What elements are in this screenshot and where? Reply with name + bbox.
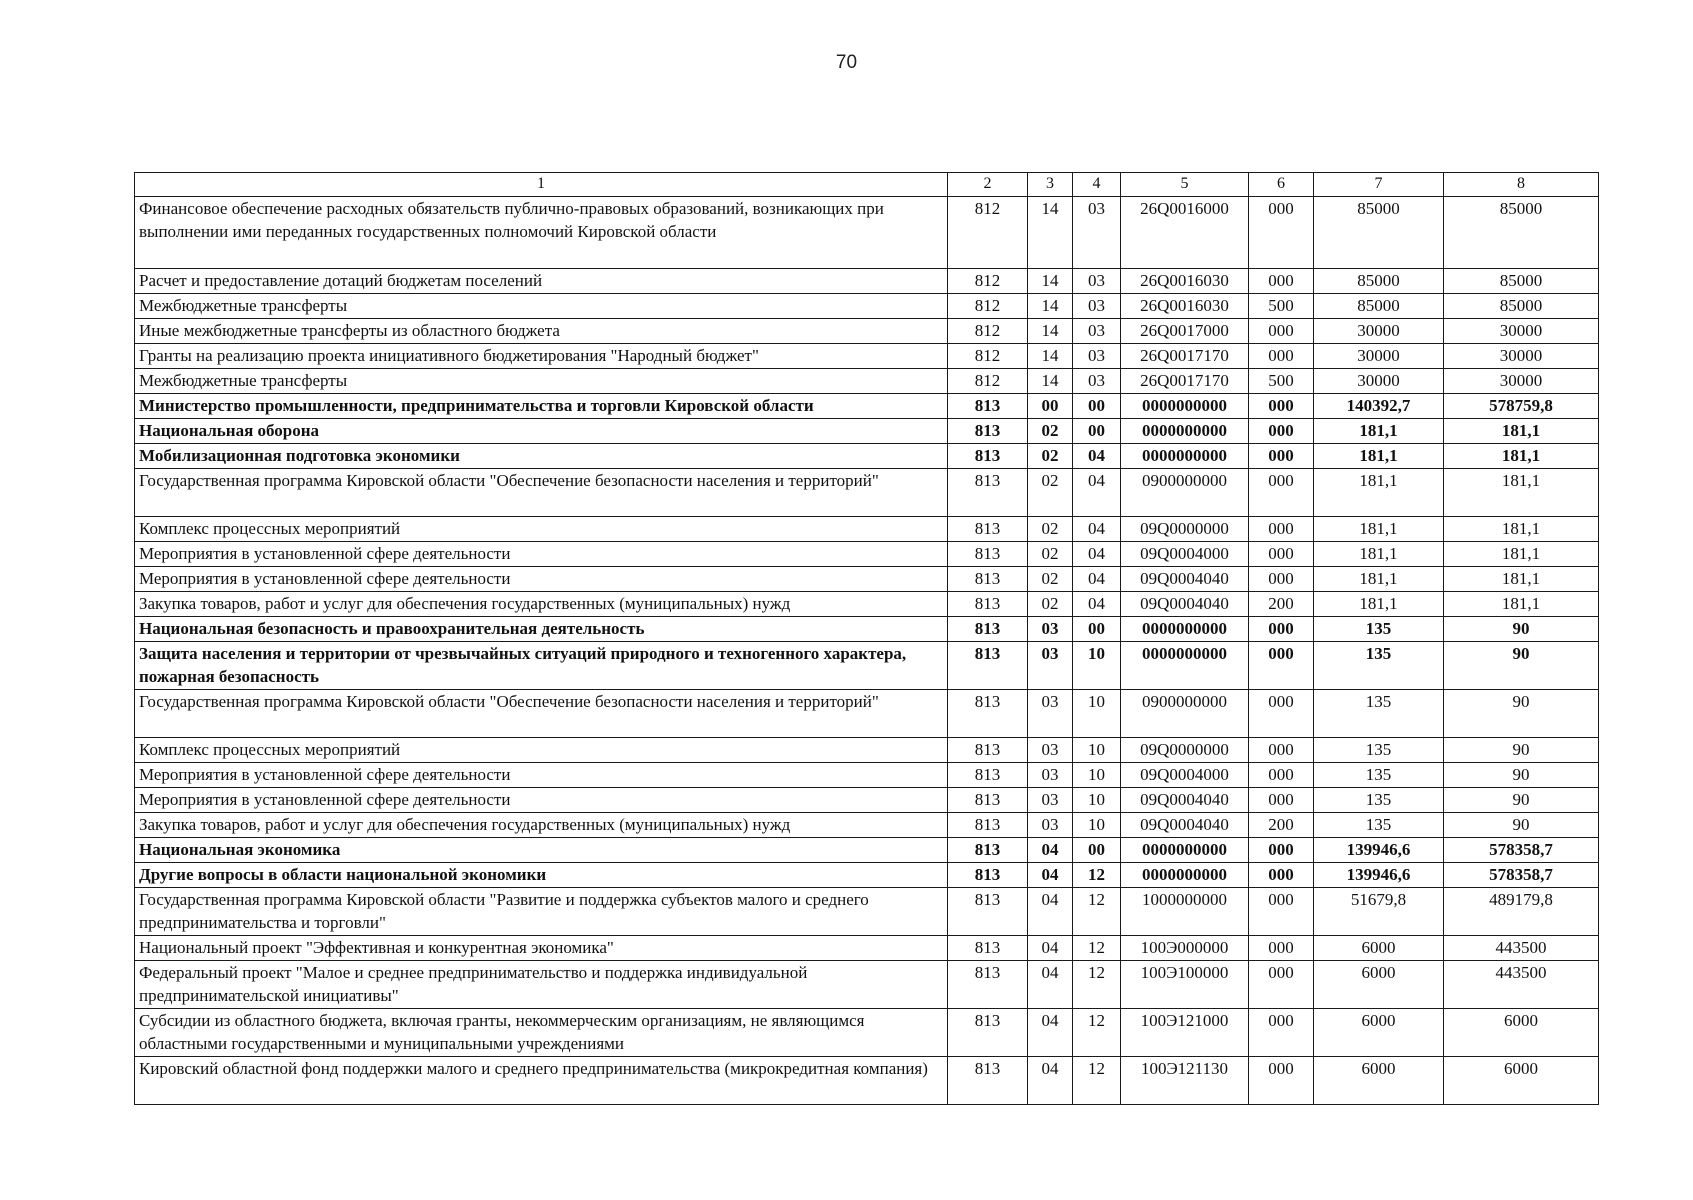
target-article-cell: 0000000000 [1121,444,1249,469]
amount-cell-year1: 140392,7 [1314,394,1444,419]
code-cell: 813 [948,394,1028,419]
table-row [135,344,1599,369]
amount-cell-year2: 30000 [1444,344,1599,369]
amount-cell-year1: 139946,6 [1314,838,1444,863]
row-name-cell: Комплекс процессных мероприятий [135,517,948,542]
target-article-cell: 09Q0004000 [1121,763,1249,788]
table-row [135,369,1599,394]
target-article-cell: 26Q0017170 [1121,344,1249,369]
expense-type-cell: 000 [1249,567,1314,592]
section-cell: 03 [1028,642,1073,690]
section-cell: 03 [1028,738,1073,763]
code-cell: 813 [948,567,1028,592]
code-cell: 813 [948,592,1028,617]
table-row [135,319,1599,344]
expense-type-cell: 000 [1249,419,1314,444]
row-name-cell: Расчет и предоставление дотаций бюджетам поселений [135,269,948,294]
section-cell: 04 [1028,888,1073,936]
amount-cell-year2: 85000 [1444,197,1599,269]
table-body [135,197,1599,1105]
expense-type-cell: 200 [1249,813,1314,838]
section-cell: 04 [1028,936,1073,961]
expense-type-cell: 500 [1249,369,1314,394]
section-cell: 14 [1028,197,1073,269]
code-cell: 813 [948,1057,1028,1105]
table-row [135,888,1599,936]
subsection-cell: 10 [1073,813,1121,838]
amount-cell-year2: 6000 [1444,1057,1599,1105]
expense-type-cell: 000 [1249,738,1314,763]
section-cell: 04 [1028,961,1073,1009]
row-name-cell: Комплекс процессных мероприятий [135,738,948,763]
code-cell: 813 [948,542,1028,567]
code-cell: 813 [948,690,1028,738]
row-name-cell: Государственная программа Кировской области "Обеспечение безопасности населения и территорий" [135,690,948,738]
section-cell: 02 [1028,592,1073,617]
amount-cell-year1: 135 [1314,642,1444,690]
amount-cell-year1: 135 [1314,617,1444,642]
section-cell: 14 [1028,369,1073,394]
target-article-cell: 100Э121000 [1121,1009,1249,1057]
subsection-cell: 12 [1073,961,1121,1009]
row-name-cell: Гранты на реализацию проекта инициативного бюджетирования "Народный бюджет" [135,344,948,369]
target-article-cell: 09Q0004040 [1121,813,1249,838]
expense-type-cell: 000 [1249,469,1314,517]
target-article-cell: 09Q0004000 [1121,542,1249,567]
code-cell: 813 [948,419,1028,444]
table-row [135,788,1599,813]
code-cell: 813 [948,469,1028,517]
amount-cell-year1: 181,1 [1314,469,1444,517]
amount-cell-year1: 135 [1314,813,1444,838]
row-name-cell: Национальная безопасность и правоохранительная деятельность [135,617,948,642]
subsection-cell: 03 [1073,344,1121,369]
row-name-cell: Мероприятия в установленной сфере деятельности [135,542,948,567]
amount-cell-year1: 30000 [1314,369,1444,394]
target-article-cell: 100Э100000 [1121,961,1249,1009]
section-cell: 14 [1028,294,1073,319]
subsection-cell: 03 [1073,294,1121,319]
expense-type-cell: 200 [1249,592,1314,617]
expense-type-cell: 000 [1249,690,1314,738]
amount-cell-year2: 181,1 [1444,444,1599,469]
expense-type-cell: 000 [1249,197,1314,269]
table-row [135,444,1599,469]
row-name-cell: Закупка товаров, работ и услуг для обеспечения государственных (муниципальных) нужд [135,813,948,838]
amount-cell-year1: 139946,6 [1314,863,1444,888]
table-row [135,936,1599,961]
amount-cell-year1: 6000 [1314,961,1444,1009]
table-row [135,542,1599,567]
code-cell: 813 [948,617,1028,642]
amount-cell-year1: 51679,8 [1314,888,1444,936]
amount-cell-year1: 85000 [1314,197,1444,269]
amount-cell-year1: 135 [1314,788,1444,813]
row-name-cell: Другие вопросы в области национальной экономики [135,863,948,888]
row-name-cell: Межбюджетные трансферты [135,369,948,394]
expense-type-cell: 000 [1249,344,1314,369]
expense-type-cell: 000 [1249,888,1314,936]
section-cell: 04 [1028,838,1073,863]
expense-type-cell: 000 [1249,1057,1314,1105]
header-cell: 8 [1444,173,1599,197]
subsection-cell: 12 [1073,888,1121,936]
target-article-cell: 09Q0004040 [1121,592,1249,617]
expense-type-cell: 000 [1249,269,1314,294]
expense-type-cell: 000 [1249,863,1314,888]
amount-cell-year1: 181,1 [1314,419,1444,444]
table-row [135,469,1599,517]
section-cell: 03 [1028,763,1073,788]
amount-cell-year2: 90 [1444,763,1599,788]
row-name-cell: Федеральный проект "Малое и среднее предпринимательство и поддержка индивидуальной предпринимательской инициативы" [135,961,948,1009]
amount-cell-year1: 30000 [1314,319,1444,344]
amount-cell-year2: 30000 [1444,319,1599,344]
table-row [135,642,1599,690]
table-row [135,1009,1599,1057]
subsection-cell: 00 [1073,838,1121,863]
section-cell: 03 [1028,690,1073,738]
amount-cell-year1: 181,1 [1314,444,1444,469]
code-cell: 812 [948,269,1028,294]
table-row [135,863,1599,888]
amount-cell-year2: 85000 [1444,269,1599,294]
table-row [135,763,1599,788]
amount-cell-year1: 6000 [1314,936,1444,961]
target-article-cell: 0900000000 [1121,469,1249,517]
amount-cell-year1: 181,1 [1314,542,1444,567]
expense-type-cell: 000 [1249,542,1314,567]
section-cell: 03 [1028,788,1073,813]
code-cell: 812 [948,294,1028,319]
section-cell: 03 [1028,813,1073,838]
amount-cell-year2: 578358,7 [1444,838,1599,863]
target-article-cell: 0900000000 [1121,690,1249,738]
table-row [135,961,1599,1009]
section-cell: 02 [1028,517,1073,542]
budget-table [134,172,1599,1105]
header-cell: 1 [135,173,948,197]
row-name-cell: Мероприятия в установленной сфере деятельности [135,788,948,813]
amount-cell-year2: 181,1 [1444,517,1599,542]
code-cell: 813 [948,788,1028,813]
header-cell: 3 [1028,173,1073,197]
code-cell: 813 [948,763,1028,788]
expense-type-cell: 000 [1249,617,1314,642]
amount-cell-year2: 181,1 [1444,469,1599,517]
code-cell: 812 [948,344,1028,369]
row-name-cell: Национальная экономика [135,838,948,863]
amount-cell-year1: 30000 [1314,344,1444,369]
amount-cell-year2: 90 [1444,788,1599,813]
row-name-cell: Защита населения и территории от чрезвычайных ситуаций природного и техногенного характера, пожарная безопасность [135,642,948,690]
table-row [135,419,1599,444]
amount-cell-year2: 90 [1444,738,1599,763]
row-name-cell: Мобилизационная подготовка экономики [135,444,948,469]
table-row [135,838,1599,863]
row-name-cell: Национальный проект "Эффективная и конкурентная экономика" [135,936,948,961]
amount-cell-year2: 489179,8 [1444,888,1599,936]
row-name-cell: Иные межбюджетные трансферты из областного бюджета [135,319,948,344]
expense-type-cell: 000 [1249,1009,1314,1057]
amount-cell-year1: 135 [1314,690,1444,738]
amount-cell-year1: 181,1 [1314,567,1444,592]
table-row [135,567,1599,592]
subsection-cell: 04 [1073,542,1121,567]
target-article-cell: 26Q0017170 [1121,369,1249,394]
subsection-cell: 00 [1073,394,1121,419]
expense-type-cell: 000 [1249,936,1314,961]
table-row [135,294,1599,319]
code-cell: 813 [948,517,1028,542]
amount-cell-year1: 85000 [1314,294,1444,319]
section-cell: 14 [1028,344,1073,369]
amount-cell-year2: 181,1 [1444,419,1599,444]
table-row [135,517,1599,542]
section-cell: 14 [1028,269,1073,294]
amount-cell-year1: 6000 [1314,1057,1444,1105]
code-cell: 812 [948,319,1028,344]
amount-cell-year2: 90 [1444,690,1599,738]
target-article-cell: 09Q0000000 [1121,738,1249,763]
code-cell: 813 [948,738,1028,763]
subsection-cell: 10 [1073,690,1121,738]
header-cell: 6 [1249,173,1314,197]
target-article-cell: 0000000000 [1121,642,1249,690]
amount-cell-year2: 181,1 [1444,542,1599,567]
amount-cell-year2: 443500 [1444,961,1599,1009]
row-name-cell: Государственная программа Кировской области "Развитие и поддержка субъектов малого и среднего предпринимательства и торговли" [135,888,948,936]
expense-type-cell: 500 [1249,294,1314,319]
amount-cell-year1: 135 [1314,738,1444,763]
subsection-cell: 00 [1073,617,1121,642]
amount-cell-year2: 578358,7 [1444,863,1599,888]
code-cell: 813 [948,1009,1028,1057]
row-name-cell: Финансовое обеспечение расходных обязательств публично-правовых образований, возникающих при выполнении ими переданных государственных полномочий Кировской области [135,197,948,269]
subsection-cell: 10 [1073,642,1121,690]
amount-cell-year2: 443500 [1444,936,1599,961]
target-article-cell: 0000000000 [1121,394,1249,419]
amount-cell-year2: 578759,8 [1444,394,1599,419]
section-cell: 04 [1028,863,1073,888]
target-article-cell: 100Э000000 [1121,936,1249,961]
target-article-cell: 09Q0000000 [1121,517,1249,542]
code-cell: 813 [948,642,1028,690]
amount-cell-year1: 135 [1314,763,1444,788]
section-cell: 02 [1028,419,1073,444]
subsection-cell: 04 [1073,567,1121,592]
row-name-cell: Мероприятия в установленной сфере деятельности [135,567,948,592]
table-row [135,1057,1599,1105]
row-name-cell: Закупка товаров, работ и услуг для обеспечения государственных (муниципальных) нужд [135,592,948,617]
expense-type-cell: 000 [1249,763,1314,788]
code-cell: 812 [948,197,1028,269]
subsection-cell: 12 [1073,1057,1121,1105]
subsection-cell: 10 [1073,738,1121,763]
table-row [135,197,1599,269]
amount-cell-year2: 85000 [1444,294,1599,319]
subsection-cell: 03 [1073,319,1121,344]
expense-type-cell: 000 [1249,517,1314,542]
amount-cell-year1: 6000 [1314,1009,1444,1057]
section-cell: 00 [1028,394,1073,419]
code-cell: 813 [948,444,1028,469]
subsection-cell: 00 [1073,419,1121,444]
expense-type-cell: 000 [1249,838,1314,863]
row-name-cell: Государственная программа Кировской области "Обеспечение безопасности населения и территорий" [135,469,948,517]
row-name-cell: Межбюджетные трансферты [135,294,948,319]
amount-cell-year2: 30000 [1444,369,1599,394]
target-article-cell: 09Q0004040 [1121,567,1249,592]
subsection-cell: 10 [1073,788,1121,813]
target-article-cell: 26Q0016000 [1121,197,1249,269]
table-row [135,738,1599,763]
subsection-cell: 04 [1073,444,1121,469]
section-cell: 14 [1028,319,1073,344]
expense-type-cell: 000 [1249,961,1314,1009]
header-cell: 7 [1314,173,1444,197]
header-cell: 2 [948,173,1028,197]
section-cell: 04 [1028,1009,1073,1057]
subsection-cell: 03 [1073,269,1121,294]
expense-type-cell: 000 [1249,444,1314,469]
expense-type-cell: 000 [1249,642,1314,690]
amount-cell-year2: 90 [1444,813,1599,838]
subsection-cell: 04 [1073,592,1121,617]
target-article-cell: 1000000000 [1121,888,1249,936]
section-cell: 04 [1028,1057,1073,1105]
table-row [135,690,1599,738]
target-article-cell: 0000000000 [1121,863,1249,888]
header-cell: 5 [1121,173,1249,197]
header-cell: 4 [1073,173,1121,197]
section-cell: 02 [1028,469,1073,517]
subsection-cell: 10 [1073,763,1121,788]
subsection-cell: 12 [1073,936,1121,961]
code-cell: 813 [948,838,1028,863]
target-article-cell: 100Э121130 [1121,1057,1249,1105]
section-cell: 03 [1028,617,1073,642]
target-article-cell: 09Q0004040 [1121,788,1249,813]
code-cell: 813 [948,863,1028,888]
table-row [135,617,1599,642]
table-row [135,592,1599,617]
table-row [135,813,1599,838]
target-article-cell: 0000000000 [1121,838,1249,863]
section-cell: 02 [1028,444,1073,469]
target-article-cell: 26Q0017000 [1121,319,1249,344]
row-name-cell: Кировский областной фонд поддержки малого и среднего предпринимательства (микрокредитная компания) [135,1057,948,1105]
target-article-cell: 0000000000 [1121,617,1249,642]
code-cell: 813 [948,961,1028,1009]
target-article-cell: 26Q0016030 [1121,294,1249,319]
row-name-cell: Министерство промышленности, предпринимательства и торговли Кировской области [135,394,948,419]
code-cell: 813 [948,813,1028,838]
amount-cell-year2: 90 [1444,617,1599,642]
section-cell: 02 [1028,542,1073,567]
row-name-cell: Национальная оборона [135,419,948,444]
amount-cell-year1: 181,1 [1314,517,1444,542]
header-row [135,173,1599,197]
table-row [135,394,1599,419]
amount-cell-year2: 90 [1444,642,1599,690]
table-row [135,269,1599,294]
target-article-cell: 0000000000 [1121,419,1249,444]
subsection-cell: 12 [1073,863,1121,888]
expense-type-cell: 000 [1249,319,1314,344]
row-name-cell: Субсидии из областного бюджета, включая гранты, некоммерческим организациям, не являющимся областными государственными и муниципальными учреждениями [135,1009,948,1057]
code-cell: 813 [948,888,1028,936]
subsection-cell: 03 [1073,197,1121,269]
subsection-cell: 03 [1073,369,1121,394]
subsection-cell: 12 [1073,1009,1121,1057]
row-name-cell: Мероприятия в установленной сфере деятельности [135,763,948,788]
amount-cell-year1: 85000 [1314,269,1444,294]
expense-type-cell: 000 [1249,394,1314,419]
amount-cell-year2: 181,1 [1444,592,1599,617]
section-cell: 02 [1028,567,1073,592]
expense-type-cell: 000 [1249,788,1314,813]
subsection-cell: 04 [1073,469,1121,517]
code-cell: 813 [948,936,1028,961]
code-cell: 812 [948,369,1028,394]
amount-cell-year2: 6000 [1444,1009,1599,1057]
subsection-cell: 04 [1073,517,1121,542]
amount-cell-year2: 181,1 [1444,567,1599,592]
target-article-cell: 26Q0016030 [1121,269,1249,294]
page-number: 70 [835,52,858,73]
amount-cell-year1: 181,1 [1314,592,1444,617]
